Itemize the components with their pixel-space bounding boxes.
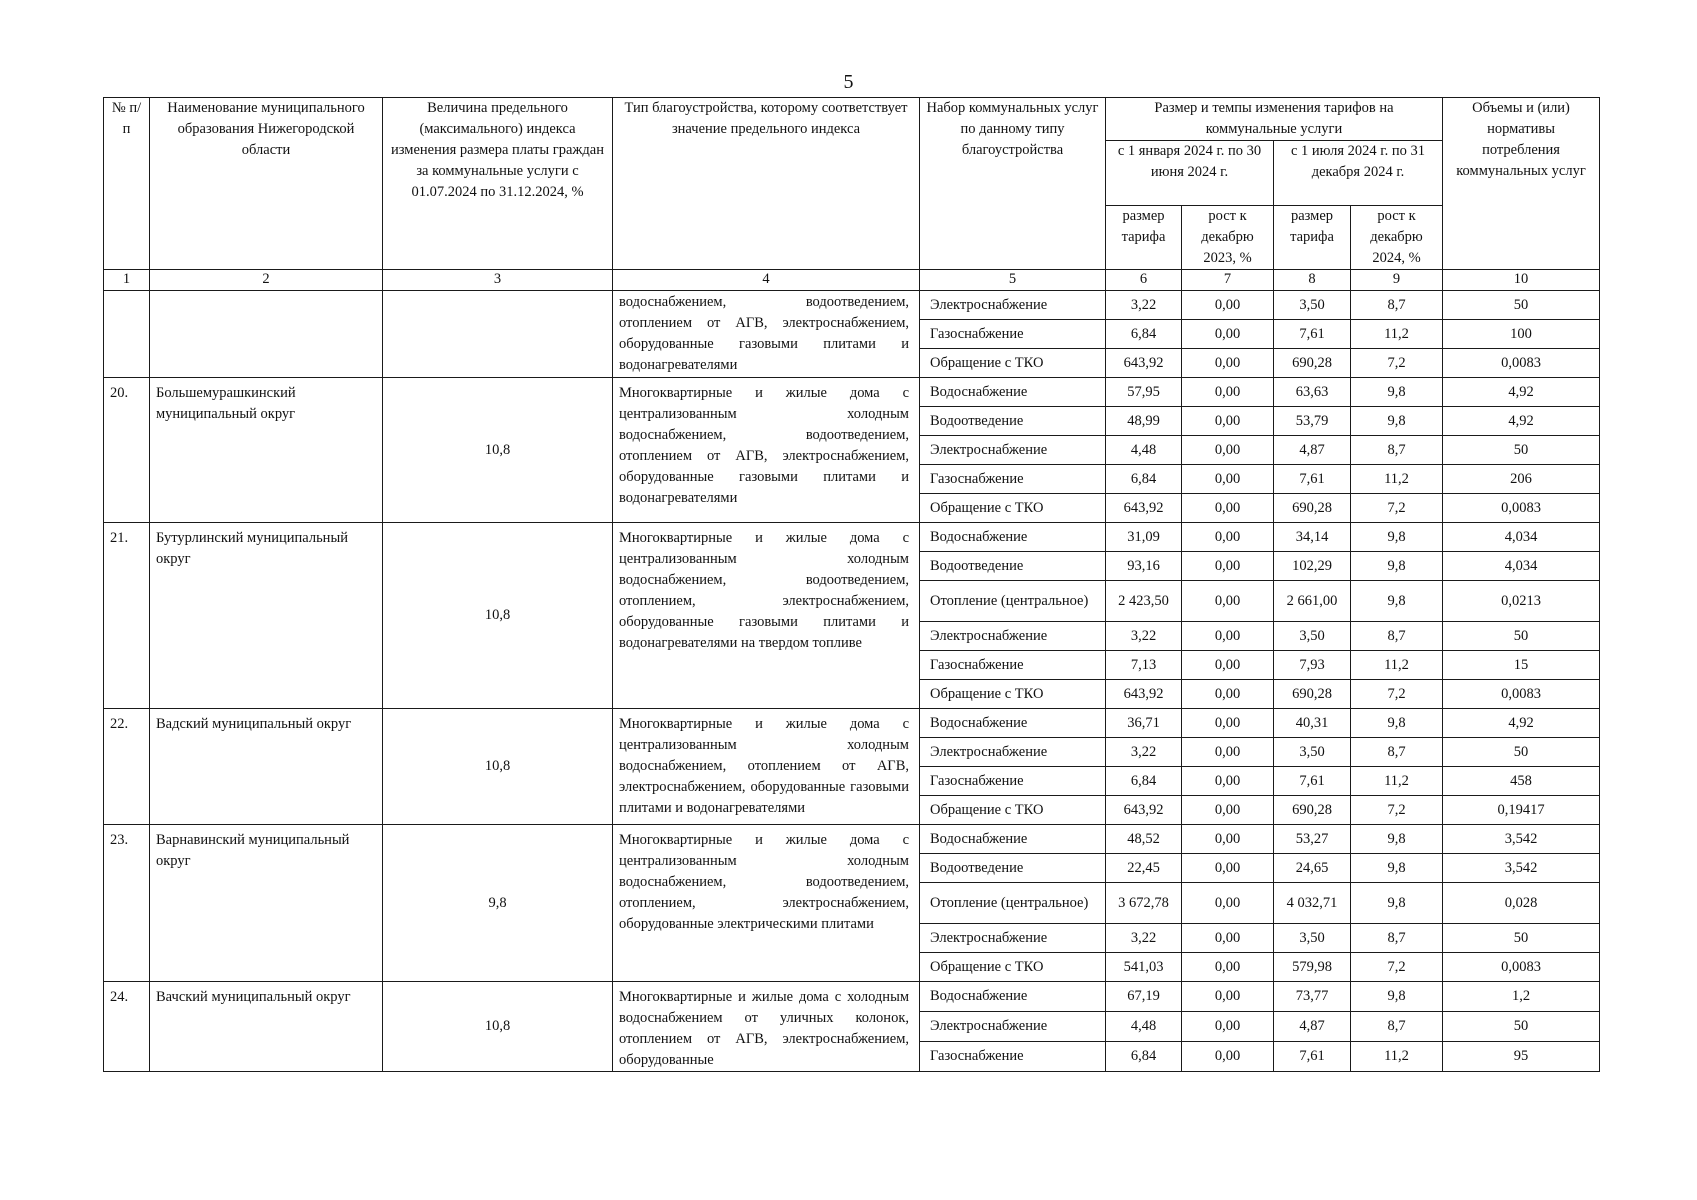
growth-dec-2023: 0,00 <box>1182 982 1274 1012</box>
growth-dec-2023: 0,00 <box>1182 825 1274 854</box>
service-name: Электроснабжение <box>920 622 1106 651</box>
growth-dec-2023: 0,00 <box>1182 738 1274 767</box>
service-name: Водоотведение <box>920 854 1106 883</box>
consumption-volume: 0,19417 <box>1443 796 1600 825</box>
consumption-volume: 95 <box>1443 1042 1600 1072</box>
tariff-h1: 643,92 <box>1106 349 1182 378</box>
tariff-h2: 7,61 <box>1274 320 1351 349</box>
header-growth-dec-2023: рост к декабрю 2023, % <box>1182 206 1274 270</box>
tariff-h2: 102,29 <box>1274 552 1351 581</box>
column-number: 1 <box>104 270 150 291</box>
service-name: Электроснабжение <box>920 924 1106 953</box>
growth-dec-2023: 0,00 <box>1182 494 1274 523</box>
tariff-h2: 690,28 <box>1274 680 1351 709</box>
growth-dec-2024: 9,8 <box>1351 883 1443 924</box>
consumption-volume: 0,028 <box>1443 883 1600 924</box>
growth-dec-2024: 9,8 <box>1351 407 1443 436</box>
growth-dec-2024: 7,2 <box>1351 349 1443 378</box>
column-number: 8 <box>1274 270 1351 291</box>
header-growth-dec-2024: рост к декабрю 2024, % <box>1351 206 1443 270</box>
header-col-name: Наименование муниципального образования Нижегородской области <box>150 98 383 270</box>
header-col-services: Набор коммунальных услуг по данному типу благоустройства <box>920 98 1106 270</box>
tariff-h2: 53,27 <box>1274 825 1351 854</box>
growth-dec-2024: 9,8 <box>1351 825 1443 854</box>
service-name: Газоснабжение <box>920 767 1106 796</box>
table-row <box>104 523 1600 552</box>
consumption-volume: 3,542 <box>1443 854 1600 883</box>
tariff-h2: 7,93 <box>1274 651 1351 680</box>
growth-dec-2023: 0,00 <box>1182 320 1274 349</box>
consumption-volume: 458 <box>1443 767 1600 796</box>
tariff-h1: 3,22 <box>1106 924 1182 953</box>
tariff-h1: 643,92 <box>1106 494 1182 523</box>
table-row <box>104 709 1600 738</box>
municipality-name: Вадский муниципальный округ <box>150 709 383 825</box>
header-col-num: № п/п <box>104 98 150 270</box>
tariff-h1: 67,19 <box>1106 982 1182 1012</box>
consumption-volume: 0,0083 <box>1443 953 1600 982</box>
column-number: 4 <box>613 270 920 291</box>
tariff-h2: 3,50 <box>1274 291 1351 320</box>
consumption-volume: 50 <box>1443 291 1600 320</box>
index-value: 10,8 <box>383 523 613 709</box>
amenity-type: Многоквартирные и жилые дома с холодным водоснабжением от уличных колонок, отоплением от АГВ, электроснабжением, оборудованные <box>613 982 920 1072</box>
growth-dec-2023: 0,00 <box>1182 767 1274 796</box>
consumption-volume: 4,92 <box>1443 378 1600 407</box>
municipality-name <box>150 291 383 378</box>
tariff-h2: 34,14 <box>1274 523 1351 552</box>
growth-dec-2023: 0,00 <box>1182 924 1274 953</box>
growth-dec-2023: 0,00 <box>1182 883 1274 924</box>
tariff-h1: 6,84 <box>1106 320 1182 349</box>
consumption-volume: 50 <box>1443 924 1600 953</box>
growth-dec-2023: 0,00 <box>1182 407 1274 436</box>
index-value: 10,8 <box>383 378 613 523</box>
growth-dec-2023: 0,00 <box>1182 581 1274 622</box>
growth-dec-2024: 8,7 <box>1351 924 1443 953</box>
header-tariff-size-2: размер тарифа <box>1274 206 1351 270</box>
index-value <box>383 291 613 378</box>
tariff-h1: 31,09 <box>1106 523 1182 552</box>
service-name: Газоснабжение <box>920 465 1106 494</box>
consumption-volume: 4,92 <box>1443 709 1600 738</box>
tariff-h1: 36,71 <box>1106 709 1182 738</box>
row-number: 21. <box>104 523 150 709</box>
growth-dec-2024: 9,8 <box>1351 378 1443 407</box>
tariff-h2: 53,79 <box>1274 407 1351 436</box>
growth-dec-2023: 0,00 <box>1182 291 1274 320</box>
consumption-volume: 50 <box>1443 436 1600 465</box>
table-row <box>104 825 1600 854</box>
service-name: Отопление (центральное) <box>920 581 1106 622</box>
row-number: 20. <box>104 378 150 523</box>
growth-dec-2024: 7,2 <box>1351 796 1443 825</box>
index-value: 10,8 <box>383 709 613 825</box>
growth-dec-2024: 7,2 <box>1351 494 1443 523</box>
tariff-h2: 579,98 <box>1274 953 1351 982</box>
tariff-h1: 7,13 <box>1106 651 1182 680</box>
growth-dec-2023: 0,00 <box>1182 349 1274 378</box>
tariff-h2: 4,87 <box>1274 436 1351 465</box>
service-name: Обращение с ТКО <box>920 796 1106 825</box>
service-name: Газоснабжение <box>920 320 1106 349</box>
tariff-h2: 24,65 <box>1274 854 1351 883</box>
column-number: 3 <box>383 270 613 291</box>
header-tariff-size-1: размер тарифа <box>1106 206 1182 270</box>
consumption-volume: 0,0083 <box>1443 494 1600 523</box>
tariff-h2: 7,61 <box>1274 465 1351 494</box>
service-name: Водоснабжение <box>920 709 1106 738</box>
growth-dec-2023: 0,00 <box>1182 1042 1274 1072</box>
growth-dec-2024: 8,7 <box>1351 622 1443 651</box>
growth-dec-2023: 0,00 <box>1182 622 1274 651</box>
consumption-volume: 50 <box>1443 1012 1600 1042</box>
amenity-type: водоснабжением, водоотведением, отоплением от АГВ, электроснабжением, оборудованные газовыми плитами и водонагревателями <box>613 291 920 378</box>
service-name: Водоотведение <box>920 552 1106 581</box>
tariff-h2: 7,61 <box>1274 1042 1351 1072</box>
amenity-type: Многоквартирные и жилые дома с централизованным холодным водоснабжением, водоотведением, отоплением от АГВ, электроснабжением, оборудованные газовыми плитами и водонагревателями <box>613 378 920 523</box>
tariff-h2: 690,28 <box>1274 349 1351 378</box>
growth-dec-2023: 0,00 <box>1182 465 1274 494</box>
tariff-table <box>103 97 1600 1072</box>
service-name: Электроснабжение <box>920 436 1106 465</box>
row-number <box>104 291 150 378</box>
table-row <box>104 982 1600 1012</box>
header-col-type: Тип благоустройства, которому соответствует значение предельного индекса <box>613 98 920 270</box>
growth-dec-2024: 11,2 <box>1351 465 1443 494</box>
tariff-h2: 4,87 <box>1274 1012 1351 1042</box>
tariff-h1: 57,95 <box>1106 378 1182 407</box>
service-name: Водоснабжение <box>920 825 1106 854</box>
consumption-volume: 4,92 <box>1443 407 1600 436</box>
tariff-h1: 3,22 <box>1106 622 1182 651</box>
header-col-index: Величина предельного (максимального) индекса изменения размера платы граждан за коммунальные услуги с 01.07.2024 по 31.12.2024, % <box>383 98 613 270</box>
index-value: 9,8 <box>383 825 613 982</box>
amenity-type: Многоквартирные и жилые дома с централизованным холодным водоснабжением, водоотведением, отоплением, электроснабжением, оборудованные электрическими плитами <box>613 825 920 982</box>
tariff-h2: 4 032,71 <box>1274 883 1351 924</box>
consumption-volume: 4,034 <box>1443 552 1600 581</box>
consumption-volume: 206 <box>1443 465 1600 494</box>
growth-dec-2024: 8,7 <box>1351 1012 1443 1042</box>
tariff-h1: 6,84 <box>1106 767 1182 796</box>
column-number: 5 <box>920 270 1106 291</box>
amenity-type: Многоквартирные и жилые дома с централизованным холодным водоснабжением, отоплением от АГВ, электроснабжением, оборудованные газовыми плитами и водонагревателями <box>613 709 920 825</box>
tariff-h2: 3,50 <box>1274 924 1351 953</box>
table-row <box>104 378 1600 407</box>
column-number: 2 <box>150 270 383 291</box>
tariff-h1: 643,92 <box>1106 680 1182 709</box>
index-value: 10,8 <box>383 982 613 1072</box>
growth-dec-2024: 7,2 <box>1351 953 1443 982</box>
growth-dec-2024: 11,2 <box>1351 767 1443 796</box>
growth-dec-2024: 8,7 <box>1351 291 1443 320</box>
tariff-h2: 63,63 <box>1274 378 1351 407</box>
municipality-name: Большемурашкинский муниципальный округ <box>150 378 383 523</box>
column-number: 6 <box>1106 270 1182 291</box>
tariff-h1: 2 423,50 <box>1106 581 1182 622</box>
row-number: 23. <box>104 825 150 982</box>
consumption-volume: 3,542 <box>1443 825 1600 854</box>
service-name: Электроснабжение <box>920 738 1106 767</box>
header-col-tariffs: Размер и темпы изменения тарифов на коммунальные услуги <box>1106 98 1443 141</box>
service-name: Газоснабжение <box>920 1042 1106 1072</box>
consumption-volume: 50 <box>1443 622 1600 651</box>
tariff-h1: 6,84 <box>1106 1042 1182 1072</box>
tariff-h1: 48,52 <box>1106 825 1182 854</box>
municipality-name: Бутурлинский муниципальный округ <box>150 523 383 709</box>
service-name: Водоснабжение <box>920 982 1106 1012</box>
consumption-volume: 50 <box>1443 738 1600 767</box>
growth-dec-2024: 9,8 <box>1351 982 1443 1012</box>
table-row <box>104 291 1600 320</box>
tariff-h2: 690,28 <box>1274 796 1351 825</box>
tariff-h1: 48,99 <box>1106 407 1182 436</box>
header-period-1: с 1 января 2024 г. по 30 июня 2024 г. <box>1106 141 1274 206</box>
header-period-2: с 1 июля 2024 г. по 31 декабря 2024 г. <box>1274 141 1443 206</box>
growth-dec-2023: 0,00 <box>1182 709 1274 738</box>
header-col-volumes: Объемы и (или) нормативы потребления коммунальных услуг <box>1443 98 1600 270</box>
growth-dec-2024: 7,2 <box>1351 680 1443 709</box>
service-name: Обращение с ТКО <box>920 349 1106 378</box>
tariff-h1: 3 672,78 <box>1106 883 1182 924</box>
row-number: 22. <box>104 709 150 825</box>
growth-dec-2024: 8,7 <box>1351 436 1443 465</box>
service-name: Электроснабжение <box>920 1012 1106 1042</box>
consumption-volume: 15 <box>1443 651 1600 680</box>
consumption-volume: 1,2 <box>1443 982 1600 1012</box>
tariff-h2: 40,31 <box>1274 709 1351 738</box>
growth-dec-2024: 9,8 <box>1351 709 1443 738</box>
consumption-volume: 0,0083 <box>1443 680 1600 709</box>
tariff-h2: 7,61 <box>1274 767 1351 796</box>
growth-dec-2024: 9,8 <box>1351 854 1443 883</box>
consumption-volume: 4,034 <box>1443 523 1600 552</box>
growth-dec-2023: 0,00 <box>1182 651 1274 680</box>
consumption-volume: 0,0083 <box>1443 349 1600 378</box>
service-name: Обращение с ТКО <box>920 494 1106 523</box>
growth-dec-2024: 11,2 <box>1351 1042 1443 1072</box>
service-name: Газоснабжение <box>920 651 1106 680</box>
tariff-h1: 541,03 <box>1106 953 1182 982</box>
consumption-volume: 0,0213 <box>1443 581 1600 622</box>
service-name: Обращение с ТКО <box>920 953 1106 982</box>
growth-dec-2023: 0,00 <box>1182 680 1274 709</box>
growth-dec-2024: 9,8 <box>1351 552 1443 581</box>
growth-dec-2024: 8,7 <box>1351 738 1443 767</box>
column-number: 7 <box>1182 270 1274 291</box>
service-name: Водоотведение <box>920 407 1106 436</box>
growth-dec-2024: 11,2 <box>1351 320 1443 349</box>
row-number: 24. <box>104 982 150 1072</box>
growth-dec-2023: 0,00 <box>1182 552 1274 581</box>
tariff-h2: 73,77 <box>1274 982 1351 1012</box>
tariff-h2: 2 661,00 <box>1274 581 1351 622</box>
tariff-h1: 3,22 <box>1106 291 1182 320</box>
tariff-h2: 690,28 <box>1274 494 1351 523</box>
tariff-h2: 3,50 <box>1274 622 1351 651</box>
municipality-name: Вачский муниципальный округ <box>150 982 383 1072</box>
growth-dec-2023: 0,00 <box>1182 854 1274 883</box>
growth-dec-2023: 0,00 <box>1182 953 1274 982</box>
column-number: 9 <box>1351 270 1443 291</box>
tariff-h1: 22,45 <box>1106 854 1182 883</box>
growth-dec-2023: 0,00 <box>1182 436 1274 465</box>
service-name: Водоснабжение <box>920 523 1106 552</box>
growth-dec-2024: 11,2 <box>1351 651 1443 680</box>
page-number: 5 <box>843 71 854 93</box>
column-number: 10 <box>1443 270 1600 291</box>
tariff-h1: 643,92 <box>1106 796 1182 825</box>
growth-dec-2023: 0,00 <box>1182 523 1274 552</box>
growth-dec-2024: 9,8 <box>1351 581 1443 622</box>
tariff-h1: 4,48 <box>1106 1012 1182 1042</box>
tariff-h1: 4,48 <box>1106 436 1182 465</box>
amenity-type: Многоквартирные и жилые дома с централизованным холодным водоснабжением, водоотведением, отоплением, электроснабжением, оборудованные газовыми плитами и водонагревателями на твердом топливе <box>613 523 920 709</box>
tariff-h2: 3,50 <box>1274 738 1351 767</box>
tariff-h1: 93,16 <box>1106 552 1182 581</box>
growth-dec-2024: 9,8 <box>1351 523 1443 552</box>
tariff-h1: 6,84 <box>1106 465 1182 494</box>
service-name: Отопление (центральное) <box>920 883 1106 924</box>
service-name: Водоснабжение <box>920 378 1106 407</box>
growth-dec-2023: 0,00 <box>1182 796 1274 825</box>
growth-dec-2023: 0,00 <box>1182 1012 1274 1042</box>
consumption-volume: 100 <box>1443 320 1600 349</box>
service-name: Обращение с ТКО <box>920 680 1106 709</box>
growth-dec-2023: 0,00 <box>1182 378 1274 407</box>
municipality-name: Варнавинский муниципальный округ <box>150 825 383 982</box>
tariff-h1: 3,22 <box>1106 738 1182 767</box>
service-name: Электроснабжение <box>920 291 1106 320</box>
